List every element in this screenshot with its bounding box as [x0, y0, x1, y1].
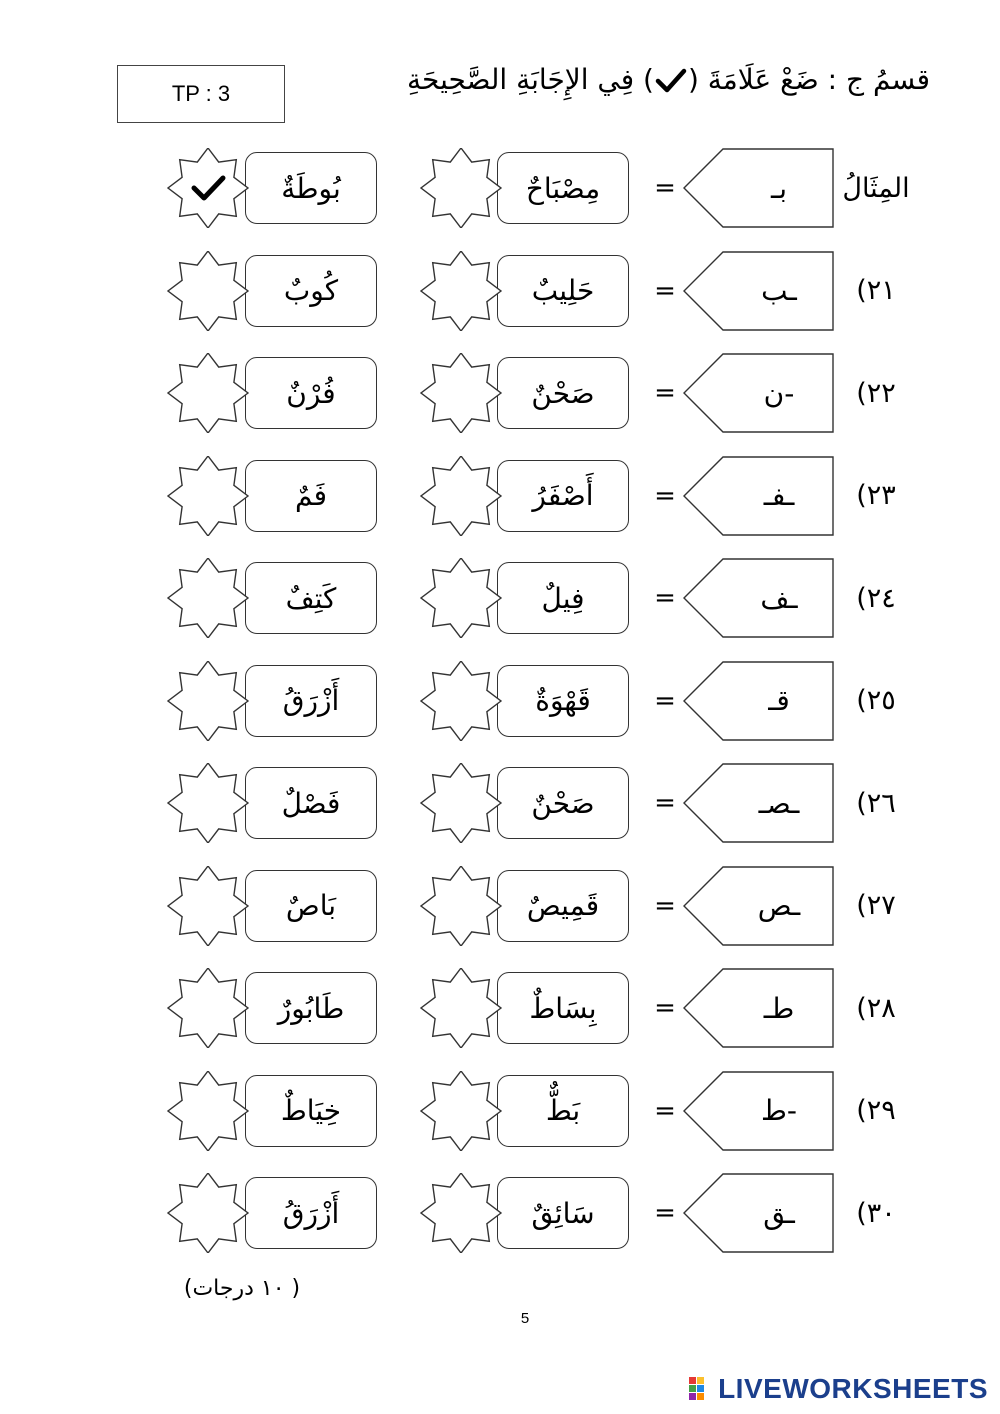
option-left-word: بُوطَةٌ [245, 152, 377, 224]
option-right-word: فِيلٌ [497, 562, 629, 634]
option-left-word: أَزْرَقُ [245, 1177, 377, 1249]
letter-form: قـ [768, 684, 790, 717]
letter-tag [683, 661, 835, 741]
question-row [0, 456, 1000, 536]
option-right-checkbox[interactable] [420, 1071, 502, 1151]
star-checkbox-icon[interactable] [420, 1071, 502, 1151]
page-number: 5 [520, 1310, 530, 1327]
question-number: ٢٨) [856, 992, 896, 1024]
letter-tag [683, 148, 835, 228]
star-checkbox-icon[interactable] [167, 866, 249, 946]
option-right-word: قَهْوَةٌ [497, 665, 629, 737]
option-left-word: أَزْرَقُ [245, 665, 377, 737]
tp-label: TP : 3 [171, 81, 231, 106]
question-number: ٢٤) [856, 582, 896, 614]
example-row [0, 148, 1000, 228]
option-left-checkbox[interactable] [167, 558, 249, 638]
option-left-word: بَاصٌ [245, 870, 377, 942]
star-checkbox-icon[interactable] [420, 558, 502, 638]
letter-tag [683, 353, 835, 433]
option-left-word: فُرْنٌ [245, 357, 377, 429]
question-row [0, 353, 1000, 433]
equals-sign: = [654, 480, 676, 511]
option-right-word: قَمِيصٌ [497, 870, 629, 942]
option-right-word: صَحْنٌ [497, 357, 629, 429]
question-row [0, 968, 1000, 1048]
letter-form: ـصـ [758, 786, 800, 820]
star-checkbox-icon[interactable] [420, 353, 502, 433]
marks-note: ( ١٠ درجات) [183, 1276, 301, 1301]
option-left-checkbox[interactable] [167, 456, 249, 536]
star-checkbox-icon[interactable] [420, 148, 502, 228]
question-row [0, 1173, 1000, 1253]
option-left-word: فَصْلٌ [245, 767, 377, 839]
instruction-text-start: قسمُ ج : ضَعْ عَلَامَةَ ( [687, 63, 930, 96]
option-right-checkbox[interactable] [420, 763, 502, 843]
letter-tag [683, 1173, 835, 1253]
star-checkbox-icon[interactable] [420, 1173, 502, 1253]
letter-tag [683, 968, 835, 1048]
star-checkbox-icon[interactable] [167, 353, 249, 433]
option-right-checkbox[interactable] [420, 968, 502, 1048]
letter-form: ـف [760, 581, 798, 615]
equals-sign: = [654, 685, 676, 716]
letter-tag [683, 763, 835, 843]
question-row [0, 1071, 1000, 1151]
equals-sign: = [654, 275, 676, 306]
star-checkbox-icon[interactable] [167, 558, 249, 638]
equals-sign: = [654, 378, 676, 408]
question-row [0, 763, 1000, 843]
option-left-word: فَمٌ [245, 460, 377, 532]
star-checkbox-icon[interactable] [420, 456, 502, 536]
question-number: ٢٢) [856, 377, 896, 409]
letter-tag [683, 866, 835, 946]
star-checkbox-icon[interactable] [167, 968, 249, 1048]
option-left-checkbox[interactable] [167, 661, 249, 741]
option-right-word: مِصْبَاحٌ [497, 152, 629, 224]
option-left-word: كُوبٌ [245, 255, 377, 327]
brand-logo [688, 1373, 988, 1405]
question-number: ٢٣) [856, 480, 896, 511]
star-checkbox-icon[interactable] [420, 763, 502, 843]
question-row [0, 558, 1000, 638]
star-checkbox-icon[interactable] [420, 866, 502, 946]
option-left-word: كَتِفٌ [245, 562, 377, 634]
option-right-checkbox[interactable] [420, 353, 502, 433]
equals-sign: = [654, 788, 676, 818]
question-number: ٢٩) [856, 1095, 896, 1126]
letter-form: -ط [761, 1094, 797, 1127]
question-row [0, 251, 1000, 331]
option-left-checkbox[interactable] [167, 763, 249, 843]
letter-form: ـق [763, 1196, 795, 1230]
question-row [0, 661, 1000, 741]
question-number: المِثَالُ [842, 172, 910, 204]
letter-form: ـص [757, 889, 801, 922]
letter-tag [683, 456, 835, 536]
option-left-checkbox[interactable] [167, 968, 249, 1048]
option-left-checkbox[interactable] [167, 251, 249, 331]
option-left-checkbox[interactable] [167, 866, 249, 946]
option-left-checkbox[interactable] [167, 353, 249, 433]
option-left-checkbox[interactable] [167, 1173, 249, 1253]
star-checkbox-icon[interactable] [167, 763, 249, 843]
question-number: ٢٦) [856, 787, 896, 819]
option-right-checkbox[interactable] [420, 866, 502, 946]
option-right-checkbox[interactable] [420, 661, 502, 741]
letter-form: ـفـ [763, 479, 795, 512]
option-right-word: حَلِيبٌ [497, 255, 629, 327]
letter-form: طـ [763, 991, 795, 1025]
option-right-checkbox[interactable] [420, 558, 502, 638]
equals-sign: = [654, 583, 676, 613]
letter-tag [683, 1071, 835, 1151]
equals-sign: = [654, 1095, 676, 1126]
option-right-checkbox[interactable] [420, 1173, 502, 1253]
star-checkbox-icon[interactable] [167, 251, 249, 331]
option-left-checkbox[interactable] [167, 148, 249, 228]
star-checkbox-icon[interactable] [167, 148, 249, 228]
option-right-word: بِسَاطٌ [497, 972, 629, 1044]
star-checkbox-icon[interactable] [167, 456, 249, 536]
equals-sign: = [654, 890, 676, 921]
option-left-word: طَابُورٌ [245, 972, 377, 1044]
liveworksheets-logo-icon [688, 1375, 714, 1403]
brand-name: LIVEWORKSHEETS [718, 1373, 988, 1404]
question-row [0, 866, 1000, 946]
option-right-checkbox[interactable] [420, 148, 502, 228]
question-number: ٢١) [856, 275, 896, 306]
letter-form: ـب [761, 274, 797, 307]
equals-sign: = [654, 1198, 676, 1228]
letter-form: -ن [763, 376, 795, 410]
star-checkbox-icon[interactable] [420, 968, 502, 1048]
letter-tag [683, 558, 835, 638]
equals-sign: = [654, 173, 676, 203]
option-right-checkbox[interactable] [420, 456, 502, 536]
question-number: ٢٧) [856, 890, 896, 921]
option-right-checkbox[interactable] [420, 251, 502, 331]
letter-form: بـ [771, 171, 787, 205]
question-number: ٣٠) [856, 1197, 896, 1229]
equals-sign: = [654, 993, 676, 1023]
option-left-checkbox[interactable] [167, 1071, 249, 1151]
star-checkbox-icon[interactable] [167, 1071, 249, 1151]
option-left-word: خِيَاطٌ [245, 1075, 377, 1147]
star-checkbox-icon[interactable] [420, 661, 502, 741]
option-right-word: بَطٌّ [497, 1075, 629, 1147]
letter-tag [683, 251, 835, 331]
option-right-word: سَائِقٌ [497, 1177, 629, 1249]
star-checkbox-icon[interactable] [167, 1173, 249, 1253]
question-number: ٢٥) [856, 685, 896, 716]
option-right-word: أَصْفَرُ [497, 460, 629, 532]
star-checkbox-icon[interactable] [167, 661, 249, 741]
star-checkbox-icon[interactable] [420, 251, 502, 331]
option-right-word: صَحْنٌ [497, 767, 629, 839]
instruction-text-end: ) فِي الإِجَابَةِ الصَّحِيحَةِ [407, 63, 654, 96]
